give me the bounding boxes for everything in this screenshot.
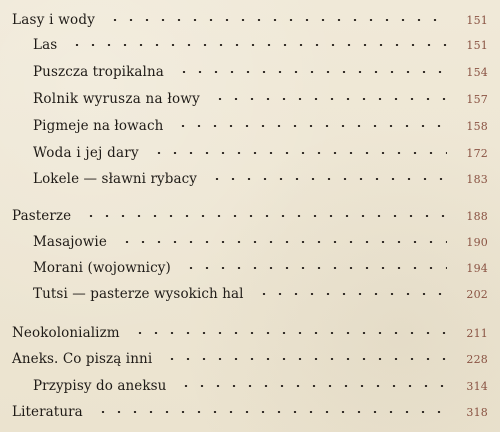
leader-dots	[212, 98, 447, 100]
toc-title: Lasy i wody	[12, 12, 96, 28]
toc-title: Przypisy do aneksu	[33, 378, 167, 394]
toc-title: Tutsi — pasterze wysokich hal	[33, 286, 244, 302]
toc-entry-woda-i-jej-dary	[33, 143, 488, 163]
toc-entry-aneks-co-pisza-inni	[12, 349, 488, 369]
page-number: 183	[466, 173, 488, 186]
page-number: 188	[466, 210, 488, 223]
leader-dots	[178, 385, 447, 387]
toc-title: Rolnik wyrusza na łowy	[33, 91, 201, 107]
page-number: 172	[466, 147, 488, 160]
page-number: 211	[466, 327, 488, 340]
leader-dots	[151, 152, 447, 154]
toc-entry-morani-wojownicy	[33, 258, 488, 278]
toc-title: Woda i jej dary	[33, 145, 139, 161]
toc-title: Morani (wojownicy)	[33, 260, 171, 276]
page-number: 194	[466, 262, 488, 275]
page-number: 202	[466, 288, 488, 301]
toc-entry-neokolonializm	[12, 323, 488, 343]
leader-dots	[256, 293, 447, 295]
page-number: 228	[466, 353, 488, 366]
toc-entry-przypisy-do-aneksu	[33, 376, 488, 396]
page-number: 154	[466, 66, 488, 79]
toc-entry-puszcza-tropikalna	[33, 62, 488, 82]
leader-dots	[69, 44, 447, 46]
toc-entry-tutsi-pasterze-wysokich-hal	[33, 284, 488, 304]
toc-entry-pasterze	[12, 206, 488, 226]
toc-title: Pigmeje na łowach	[33, 118, 164, 134]
page-number: 157	[466, 93, 488, 106]
toc-entry-las	[33, 35, 488, 55]
toc-title: Lokele — sławni rybacy	[33, 171, 198, 187]
toc-entry-pigmeje-na-lowach	[33, 116, 488, 136]
leader-dots	[119, 241, 447, 243]
leader-dots	[175, 125, 447, 127]
page-number: 151	[466, 14, 488, 27]
page-number: 151	[466, 39, 488, 52]
toc-entry-masajowie	[33, 232, 488, 252]
leader-dots	[95, 411, 447, 413]
toc-title: Pasterze	[12, 208, 72, 224]
toc-entry-lokele-slawni-rybacy	[33, 169, 488, 189]
leader-dots	[209, 178, 447, 180]
page-number: 158	[466, 120, 488, 133]
toc-entry-lasy-i-wody	[12, 10, 488, 30]
toc-title: Neokolonializm	[12, 325, 120, 341]
leader-dots	[176, 71, 447, 73]
toc-entry-rolnik-wyrusza-na-lowy	[33, 89, 488, 109]
leader-dots	[132, 332, 447, 334]
toc-title: Puszcza tropikalna	[33, 64, 164, 80]
leader-dots	[164, 358, 447, 360]
leader-dots	[83, 215, 447, 217]
toc-title: Masajowie	[33, 234, 107, 250]
toc-title: Aneks. Co piszą inni	[12, 351, 153, 367]
page-number: 318	[466, 406, 488, 419]
toc-entry-literatura	[12, 402, 488, 422]
leader-dots	[107, 19, 447, 21]
page-number: 190	[466, 236, 488, 249]
toc-title: Literatura	[12, 404, 83, 420]
toc-title: Las	[33, 37, 58, 53]
leader-dots	[183, 267, 447, 269]
page-number: 314	[466, 380, 488, 393]
